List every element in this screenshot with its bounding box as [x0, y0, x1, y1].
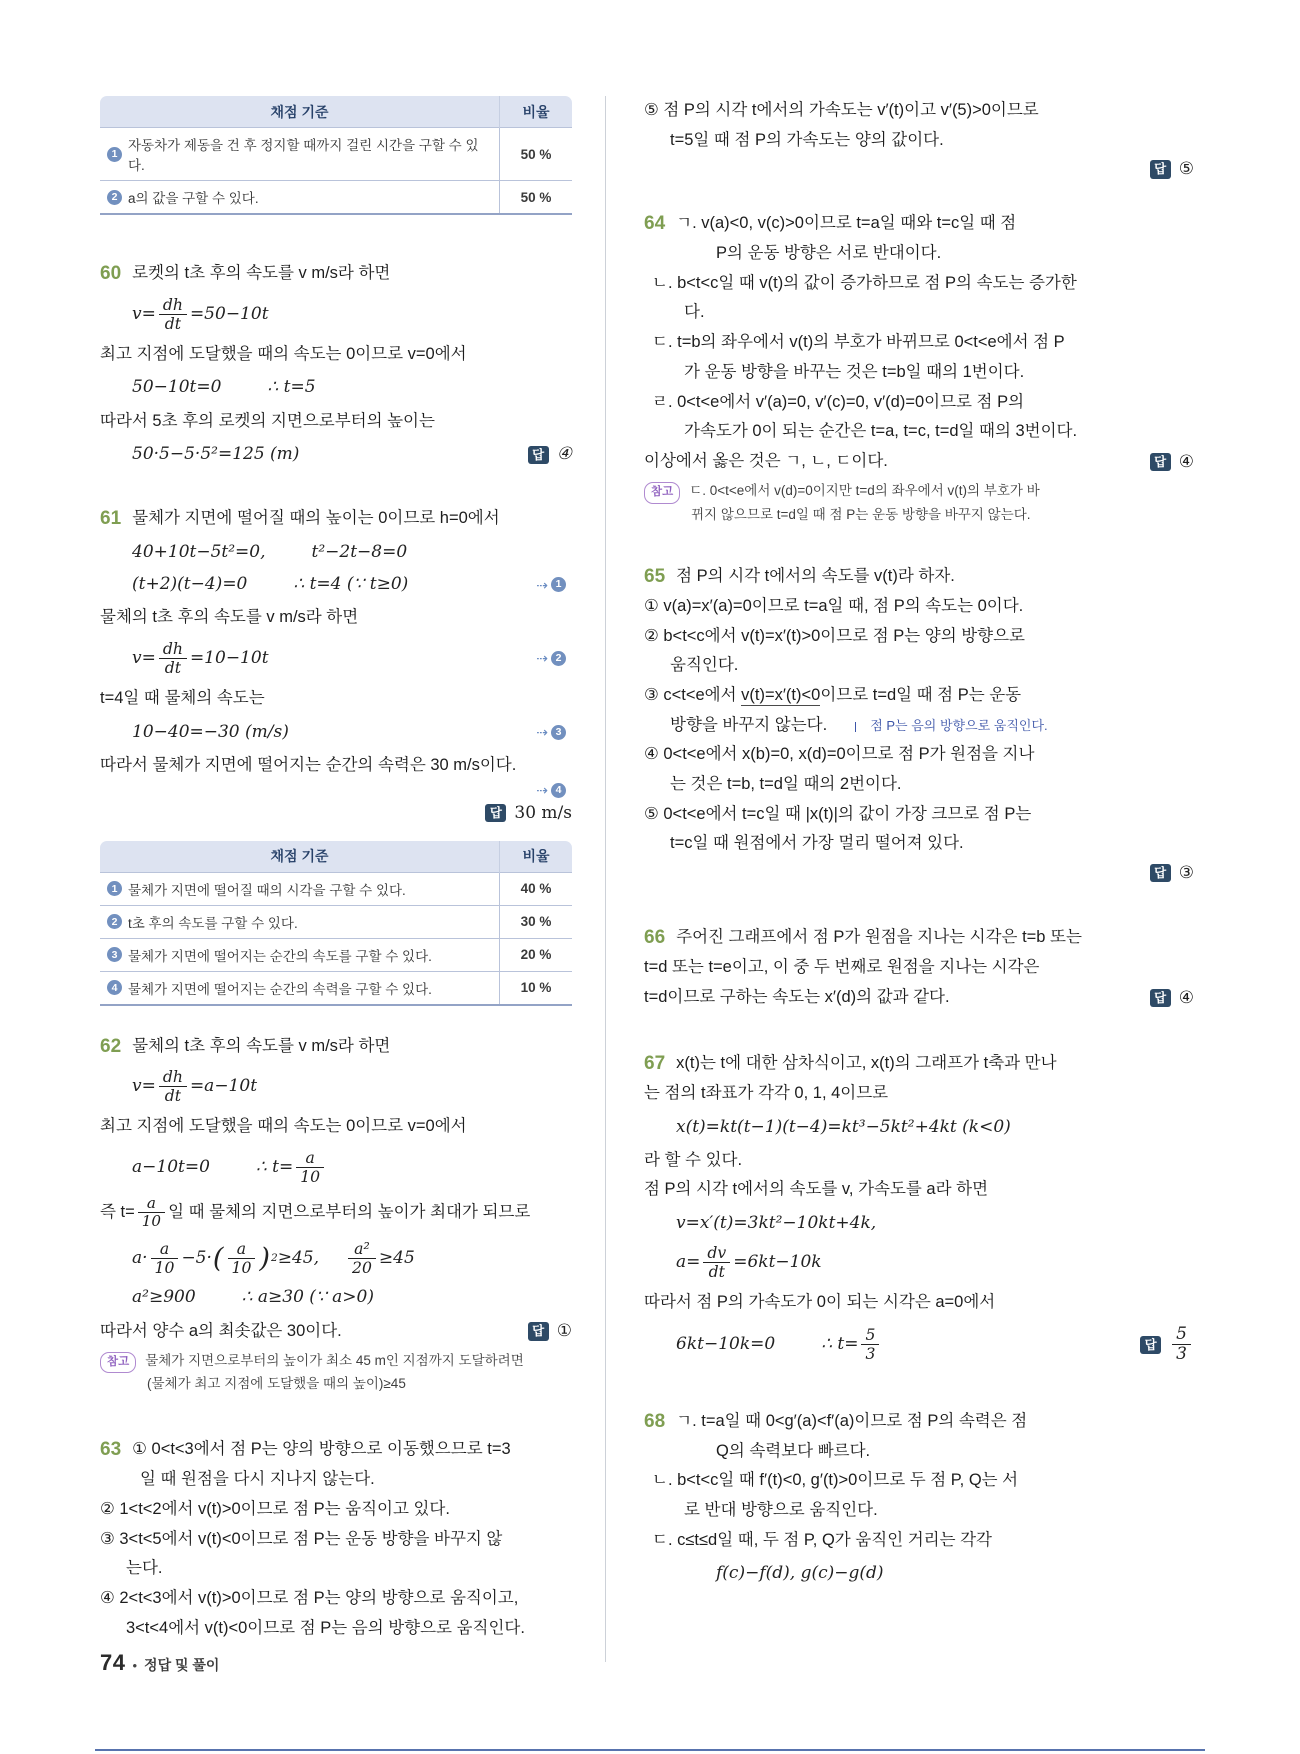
step-number-badge: 1: [551, 577, 566, 592]
problem-number: 64: [644, 213, 666, 235]
fraction-numerator: dh: [159, 296, 187, 315]
text-line: t=5일 때 점 P의 가속도는 양의 값이다.: [670, 130, 944, 149]
text-line: 라 할 수 있다.: [644, 1150, 743, 1169]
text-line: 로 반대 방향으로 움직인다.: [684, 1501, 878, 1520]
problem-number: 67: [644, 1053, 666, 1075]
answer: [644, 863, 1194, 883]
reference-note: [644, 480, 1194, 504]
equation-part: =10−10t: [189, 648, 269, 669]
problem-67: [644, 1049, 1194, 1367]
problem-65: [644, 562, 1194, 883]
problem-number: 65: [644, 566, 666, 588]
answer-badge: 답: [1150, 160, 1171, 178]
answer-value: ③: [1178, 863, 1194, 884]
answer-value: 30 m/s: [514, 802, 572, 823]
equation-line: [132, 294, 572, 335]
fraction-numerator: dh: [159, 1068, 187, 1087]
equation-part: v=x′(t)=3kt²−10kt+4k,: [676, 1213, 877, 1234]
step-number-badge: 1: [107, 881, 122, 896]
text-line: ② b<t<c에서 v(t)=x′(t)>0이므로 점 P는 양의 방향으로: [644, 626, 1025, 645]
answer: [100, 803, 572, 823]
text-line: 일 때 원점을 다시 지나지 않는다.: [140, 1470, 375, 1489]
text-line: t=d 또는 t=e이고, 이 중 두 번째로 원점을 지나는 시각은: [644, 957, 1040, 976]
text-line: 점 P의 시각 t에서의 속도를 v, 가속도를 a라 하면: [644, 1180, 989, 1199]
text-line: 움직인다.: [670, 656, 739, 675]
text-line: ㄴ. b<t<c일 때 f′(t)<0, g′(t)>0이므로 두 점 P, Q는 서: [652, 1471, 1019, 1490]
footer-label: 정답 및 풀이: [144, 1657, 220, 1673]
underlined-formula: v(t)=x′(t)<0: [741, 686, 821, 705]
answer: [528, 441, 572, 468]
equation-line: [716, 1560, 1194, 1587]
equation-line: [676, 1210, 1194, 1237]
right-column: [644, 96, 1194, 1593]
footer-bullet: •: [132, 1658, 138, 1673]
equation-part: ∴ t=: [255, 1156, 294, 1177]
criteria-text: 물체가 지면에 떨어질 때의 시각을 구할 수 있다.: [128, 882, 406, 898]
dashed-arrow-icon: ⇢: [536, 781, 548, 798]
text-line: P의 운동 방향은 서로 반대이다.: [716, 244, 942, 263]
text-line: 따라서 점 P의 가속도가 0이 되는 시각은 a=0에서: [644, 1293, 996, 1312]
answer-fraction: [1172, 1325, 1191, 1365]
text-line: ⑤ 0<t<e에서 t=c일 때 |x(t)|의 값이 가장 크므로 점 P는: [644, 804, 1032, 823]
answer-badge: 답: [528, 1322, 549, 1340]
equation-part: a=: [676, 1252, 701, 1273]
equation-part: a²≥900: [132, 1286, 196, 1307]
text-part: 방향을 바꾸지 않는다.: [670, 715, 828, 734]
text-line: ④ 0<t<e에서 x(b)=0, x(d)=0이므로 점 P가 원점을 지나: [644, 745, 1035, 764]
problem-number: 61: [100, 508, 122, 530]
text-line: 물체가 지면에 떨어질 때의 높이는 0이므로 h=0에서: [132, 509, 500, 528]
text-line: 가속도가 0이 되는 순간은 t=a, t=c, t=d일 때의 3번이다.: [684, 422, 1078, 441]
equation-part: t²−2t−8=0: [311, 542, 408, 563]
fraction: [348, 1240, 376, 1277]
step-number-badge: 2: [107, 190, 122, 205]
criteria-text: t초 후의 속도를 구할 수 있다.: [128, 915, 298, 931]
fraction: [296, 1149, 324, 1186]
answer: [644, 159, 1194, 179]
answer-value: ④: [1178, 451, 1194, 472]
reference-note: [100, 1350, 572, 1374]
criteria-cell: [100, 905, 500, 938]
equation-part: ∴ t=4 (∵ t≥0): [293, 574, 409, 595]
fraction-denominator: dt: [708, 1262, 725, 1282]
text-line: 는 점의 t좌표가 각각 0, 1, 4이므로: [644, 1083, 889, 1102]
fraction: [228, 1240, 256, 1277]
text-line: ㄹ. 0<t<e에서 v′(a)=0, v′(c)=0, v′(d)=0이므로 점 P의: [652, 392, 1025, 411]
step-number-badge: 1: [107, 147, 122, 162]
fraction: [151, 1240, 179, 1277]
text-part: 일 때 물체의 지면으로부터의 높이가 최대가 되므로: [168, 1203, 531, 1222]
table-row: [100, 938, 572, 971]
problem-63: [100, 1435, 572, 1643]
fraction-numerator: a: [151, 1240, 179, 1259]
equation-part: −5·: [181, 1247, 212, 1268]
problem-number: 68: [644, 1411, 666, 1432]
text-line: 는다.: [126, 1559, 163, 1578]
text-line: t=4일 때 물체의 속도는: [100, 689, 265, 708]
text-line: 로켓의 t초 후의 속도를 v m/s라 하면: [132, 264, 391, 282]
grading-table-1: [100, 96, 572, 215]
note-text: ㄷ. 0<t<e에서 v(d)=0이지만 t=d의 좌우에서 v(t)의 부호가 바: [689, 483, 1040, 499]
problem-number: 63: [100, 1439, 122, 1461]
dashed-arrow-icon: ⇢: [536, 650, 548, 667]
criteria-cell: [100, 971, 500, 1005]
equation-part: 50·5−5·5²=125 (m): [132, 444, 300, 465]
answer-value: ④: [556, 444, 572, 465]
dashed-arrow-icon: ⇢: [536, 576, 548, 593]
fraction-denominator: 3: [1176, 1344, 1187, 1365]
fraction-numerator: a: [296, 1149, 324, 1168]
problem-60: [100, 259, 572, 468]
left-column: [100, 96, 572, 1643]
ratio-header: 비율: [500, 841, 573, 873]
text-line: Q의 속력보다 빠르다.: [716, 1441, 871, 1460]
table-row: [100, 181, 572, 215]
criteria-cell: [100, 181, 500, 215]
text-line: ③ 3<t<5에서 v(t)<0이므로 점 P는 운동 방향을 바꾸지 않: [100, 1529, 503, 1548]
text-line: 물체의 t초 후의 속도를 v m/s라 하면: [100, 608, 359, 627]
step-marker: [536, 574, 572, 596]
equation-part: a·: [132, 1247, 148, 1268]
text-line: x(t)는 t에 대한 삼차식이고, x(t)의 그래프가 t축과 만나: [676, 1054, 1057, 1073]
answer-badge: 답: [1140, 1336, 1161, 1354]
ratio-cell: 40 %: [500, 872, 573, 905]
text-line: 다.: [684, 303, 705, 322]
fraction-denominator: 10: [154, 1257, 175, 1277]
answer-badge: 답: [528, 446, 549, 464]
problem-62: [100, 1032, 572, 1396]
fraction-numerator: 5: [1172, 1325, 1191, 1346]
step-number-badge: 3: [107, 947, 122, 962]
fraction: [861, 1326, 879, 1363]
text-line: 점 P의 시각 t에서의 속도를 v(t)라 하자.: [676, 567, 955, 586]
text-part: ③ c<t<e에서: [644, 686, 742, 705]
criteria-text: 자동차가 제동을 건 후 정지할 때까지 걸린 시간을 구할 수 있다.: [128, 138, 479, 173]
step-marker: [536, 721, 572, 743]
text-line: 따라서 물체가 지면에 떨어지는 순간의 속력은 30 m/s이다.: [100, 756, 517, 774]
problem-68: [644, 1407, 1194, 1588]
text-line: 는 것은 t=b, t=d일 때의 2번이다.: [670, 775, 902, 794]
step-number-badge: 4: [107, 980, 122, 995]
text-part: 이상에서 옳은 것은 ㄱ, ㄴ, ㄷ이다.: [644, 452, 888, 471]
text-line: 최고 지점에 도달했을 때의 속도는 0이므로 v=0에서: [100, 1117, 467, 1136]
step-number-badge: 2: [107, 914, 122, 929]
table-header-row: [100, 96, 572, 128]
text-part: 즉 t=: [100, 1203, 135, 1222]
fraction-numerator: a: [228, 1240, 256, 1259]
equation-part: (t+2)(t−4)=0: [132, 574, 248, 595]
fraction: [138, 1195, 165, 1231]
fraction-numerator: dh: [159, 640, 187, 659]
fraction-denominator: 3: [865, 1344, 876, 1364]
ratio-header: 비율: [500, 96, 573, 128]
equation-line: [132, 374, 572, 401]
equation-part: ∴ t=5: [267, 377, 316, 398]
equation-part: ≥45: [378, 1247, 415, 1268]
text-line: 주어진 그래프에서 점 P가 원점을 지나는 시각은 t=b 또는: [676, 928, 1082, 947]
criteria-text: 물체가 지면에 떨어지는 순간의 속도를 구할 수 있다.: [128, 948, 432, 964]
text-line: ㄴ. b<t<c일 때 v(t)의 값이 증가하므로 점 P의 속도는 증가한: [652, 273, 1077, 292]
criteria-header: 채점 기준: [100, 96, 500, 128]
bottom-rule: [95, 1749, 1205, 1751]
answer: [1150, 447, 1194, 478]
table-row: [100, 971, 572, 1005]
note-badge: 참고: [644, 482, 680, 504]
text-line: [670, 711, 1194, 741]
equation-line: [676, 1114, 1194, 1141]
table-row: [100, 872, 572, 905]
fraction: [159, 1068, 187, 1105]
text-line: ④ 2<t<3에서 v(t)>0이므로 점 P는 양의 방향으로 움직이고,: [100, 1588, 519, 1607]
fraction-denominator: 10: [300, 1167, 321, 1187]
text-line: 물체의 t초 후의 속도를 v m/s라 하면: [132, 1036, 391, 1055]
equation-line: [132, 1066, 572, 1107]
table-header-row: [100, 841, 572, 873]
equation-part: =a−10t: [189, 1076, 258, 1097]
right-paren: ): [259, 1242, 271, 1274]
problem-64: [644, 209, 1194, 526]
note-text: 뀌지 않으므로 t=d일 때 점 P는 운동 방향을 바꾸지 않는다.: [691, 507, 1031, 523]
answer-badge: 답: [1150, 864, 1171, 882]
text-line: [100, 1316, 572, 1347]
exponent: 2: [271, 1251, 278, 1264]
fraction: [159, 640, 187, 677]
equation-part: v=: [132, 303, 156, 324]
equation-part: =50−10t: [189, 303, 269, 324]
note-text: 물체가 지면으로부터의 높이가 최소 45 m인 지점까지 도달하려면: [145, 1352, 524, 1368]
text-line: ⑤ 점 P의 시각 t에서의 가속도는 v′(t)이고 v′(5)>0이므로: [644, 101, 1039, 119]
annotation-note: 점 P는 음의 방향으로 움직인다.: [870, 717, 1048, 733]
equation-part: a−10t=0: [132, 1156, 210, 1177]
step-marker-row: [100, 782, 572, 799]
fraction-denominator: 10: [141, 1212, 162, 1231]
equation-line: [132, 1284, 572, 1311]
page-footer: [100, 1650, 219, 1676]
equation-part: 40+10t−5t²=0,: [132, 542, 266, 563]
text-part: 따라서 양수 a의 최솟값은 30이다.: [100, 1321, 342, 1340]
problem-66: [644, 923, 1194, 1013]
ratio-cell: 50 %: [500, 181, 573, 215]
equation-part: ∴ a≥30 (∵ a>0): [241, 1286, 374, 1307]
text-line: 따라서 5초 후의 로켓의 지면으로부터의 높이는: [100, 411, 435, 430]
text-line: 3<t<4에서 v(t)<0이므로 점 P는 음의 방향으로 움직인다.: [126, 1618, 525, 1637]
equation-part: ≥45,: [277, 1247, 319, 1268]
grading-table-2: [100, 841, 572, 1006]
text-line: ㄱ. t=a일 때 0<g′(a)<f′(a)이므로 점 P의 속력은 점: [676, 1412, 1028, 1430]
equation-line: [676, 1323, 1194, 1367]
column-divider: [605, 96, 606, 1662]
problem-number: 60: [100, 263, 122, 284]
answer-value: ⑤: [1178, 159, 1194, 180]
problem-63-continued: [644, 96, 1194, 179]
equation-part: 10−40=−30 (m/s): [132, 721, 289, 742]
equation-part: =6kt−10k: [733, 1252, 822, 1273]
fraction-denominator: 10: [231, 1257, 252, 1277]
ratio-cell: 30 %: [500, 905, 573, 938]
text-line: ② 1<t<2에서 v(t)>0이므로 점 P는 움직이고 있다.: [100, 1499, 450, 1518]
equation-line: [132, 539, 572, 566]
note-badge: 참고: [100, 1352, 136, 1374]
text-line: [644, 681, 1194, 711]
text-part: t=d이므로 구하는 속도는 x′(d)의 값과 같다.: [644, 987, 950, 1006]
fraction: [159, 296, 187, 333]
text-line: t=c일 때 원점에서 가장 멀리 떨어져 있다.: [670, 834, 964, 853]
step-number-badge: 4: [551, 783, 566, 798]
equation-part: v=: [132, 1076, 156, 1097]
answer: [1140, 1323, 1194, 1367]
table-row: [100, 905, 572, 938]
table-row: [100, 128, 572, 181]
note-text: (물체가 최고 지점에 도달했을 때의 높이)≥45: [147, 1376, 406, 1392]
criteria-text: a의 값을 구할 수 있다.: [128, 191, 259, 206]
text-line: ① v(a)=x′(a)=0이므로 t=a일 때, 점 P의 속도는 0이다.: [644, 596, 1024, 615]
text-line: [644, 983, 1194, 1014]
connector-line: [855, 722, 865, 732]
criteria-header: 채점 기준: [100, 841, 500, 873]
fraction-denominator: dt: [164, 313, 182, 333]
text-line: 가 운동 방향을 바꾸는 것은 t=b일 때의 1번이다.: [684, 362, 1025, 381]
text-part: 이므로 t=d일 때 점 P는 운동: [820, 686, 1022, 705]
text-line: ① 0<t<3에서 점 P는 양의 방향으로 이동했으므로 t=3: [132, 1440, 511, 1459]
text-line: ㄷ. c≤t≤d일 때, 두 점 P, Q가 움직인 거리는 각각: [652, 1530, 992, 1549]
equation-line: [132, 719, 572, 746]
fraction-numerator: a: [138, 1195, 165, 1213]
answer-badge: 답: [1150, 453, 1171, 471]
equation-line: [676, 1242, 1194, 1283]
problem-number: 66: [644, 927, 666, 949]
criteria-cell: [100, 872, 500, 905]
text-line: [100, 1193, 572, 1233]
answer-badge: 답: [1150, 989, 1171, 1007]
problem-61: [100, 504, 572, 822]
answer-value: ①: [556, 1321, 572, 1342]
fraction-denominator: dt: [164, 1086, 182, 1106]
step-number-badge: 3: [551, 725, 566, 740]
criteria-cell: [100, 128, 500, 181]
dashed-arrow-icon: ⇢: [536, 724, 548, 741]
equation-line: [132, 1147, 572, 1188]
step-number-badge: 2: [551, 651, 566, 666]
step-marker: [536, 782, 572, 799]
fraction-numerator: 5: [861, 1326, 879, 1345]
answer-badge: 답: [485, 804, 506, 822]
ratio-cell: 10 %: [500, 971, 573, 1005]
equation-part: ∴ t=: [821, 1334, 859, 1355]
answer: [528, 1316, 572, 1347]
equation-line: [132, 638, 572, 679]
equation-part: 50−10t=0: [132, 377, 222, 398]
equation-line: [132, 571, 572, 598]
answer: [1150, 983, 1194, 1014]
text-line: ㄷ. t=b의 좌우에서 v(t)의 부호가 바뀌므로 0<t<e에서 점 P: [652, 333, 1065, 352]
equation-part: 6kt−10k=0: [676, 1334, 776, 1355]
ratio-cell: 50 %: [500, 128, 573, 181]
fraction-denominator: dt: [164, 658, 182, 678]
equation-line: [132, 441, 572, 468]
fraction-numerator: dv: [703, 1244, 730, 1263]
equation-part: x(t)=kt(t−1)(t−4)=kt³−5kt²+4kt (k<0): [676, 1116, 1011, 1137]
ratio-cell: 20 %: [500, 938, 573, 971]
fraction-denominator: 20: [352, 1257, 372, 1277]
fraction-numerator: a²: [348, 1240, 376, 1259]
answer-value: ④: [1178, 987, 1194, 1008]
criteria-text: 물체가 지면에 떨어지는 순간의 속력을 구할 수 있다.: [128, 981, 432, 997]
text-line: 최고 지점에 도달했을 때의 속도는 0이므로 v=0에서: [100, 344, 467, 363]
text-line: [644, 447, 1194, 478]
left-paren: (: [212, 1242, 224, 1274]
criteria-cell: [100, 938, 500, 971]
equation-line: [132, 1238, 572, 1279]
equation-part: v=: [132, 648, 156, 669]
equation-part: f(c)−f(d), g(c)−g(d): [716, 1563, 884, 1584]
step-marker: [536, 647, 572, 669]
fraction: [703, 1244, 730, 1281]
problem-number: 62: [100, 1035, 122, 1057]
text-line: ㄱ. v(a)<0, v(c)>0이므로 t=a일 때와 t=c일 때 점: [676, 214, 1017, 233]
page-number: 74: [100, 1650, 126, 1675]
